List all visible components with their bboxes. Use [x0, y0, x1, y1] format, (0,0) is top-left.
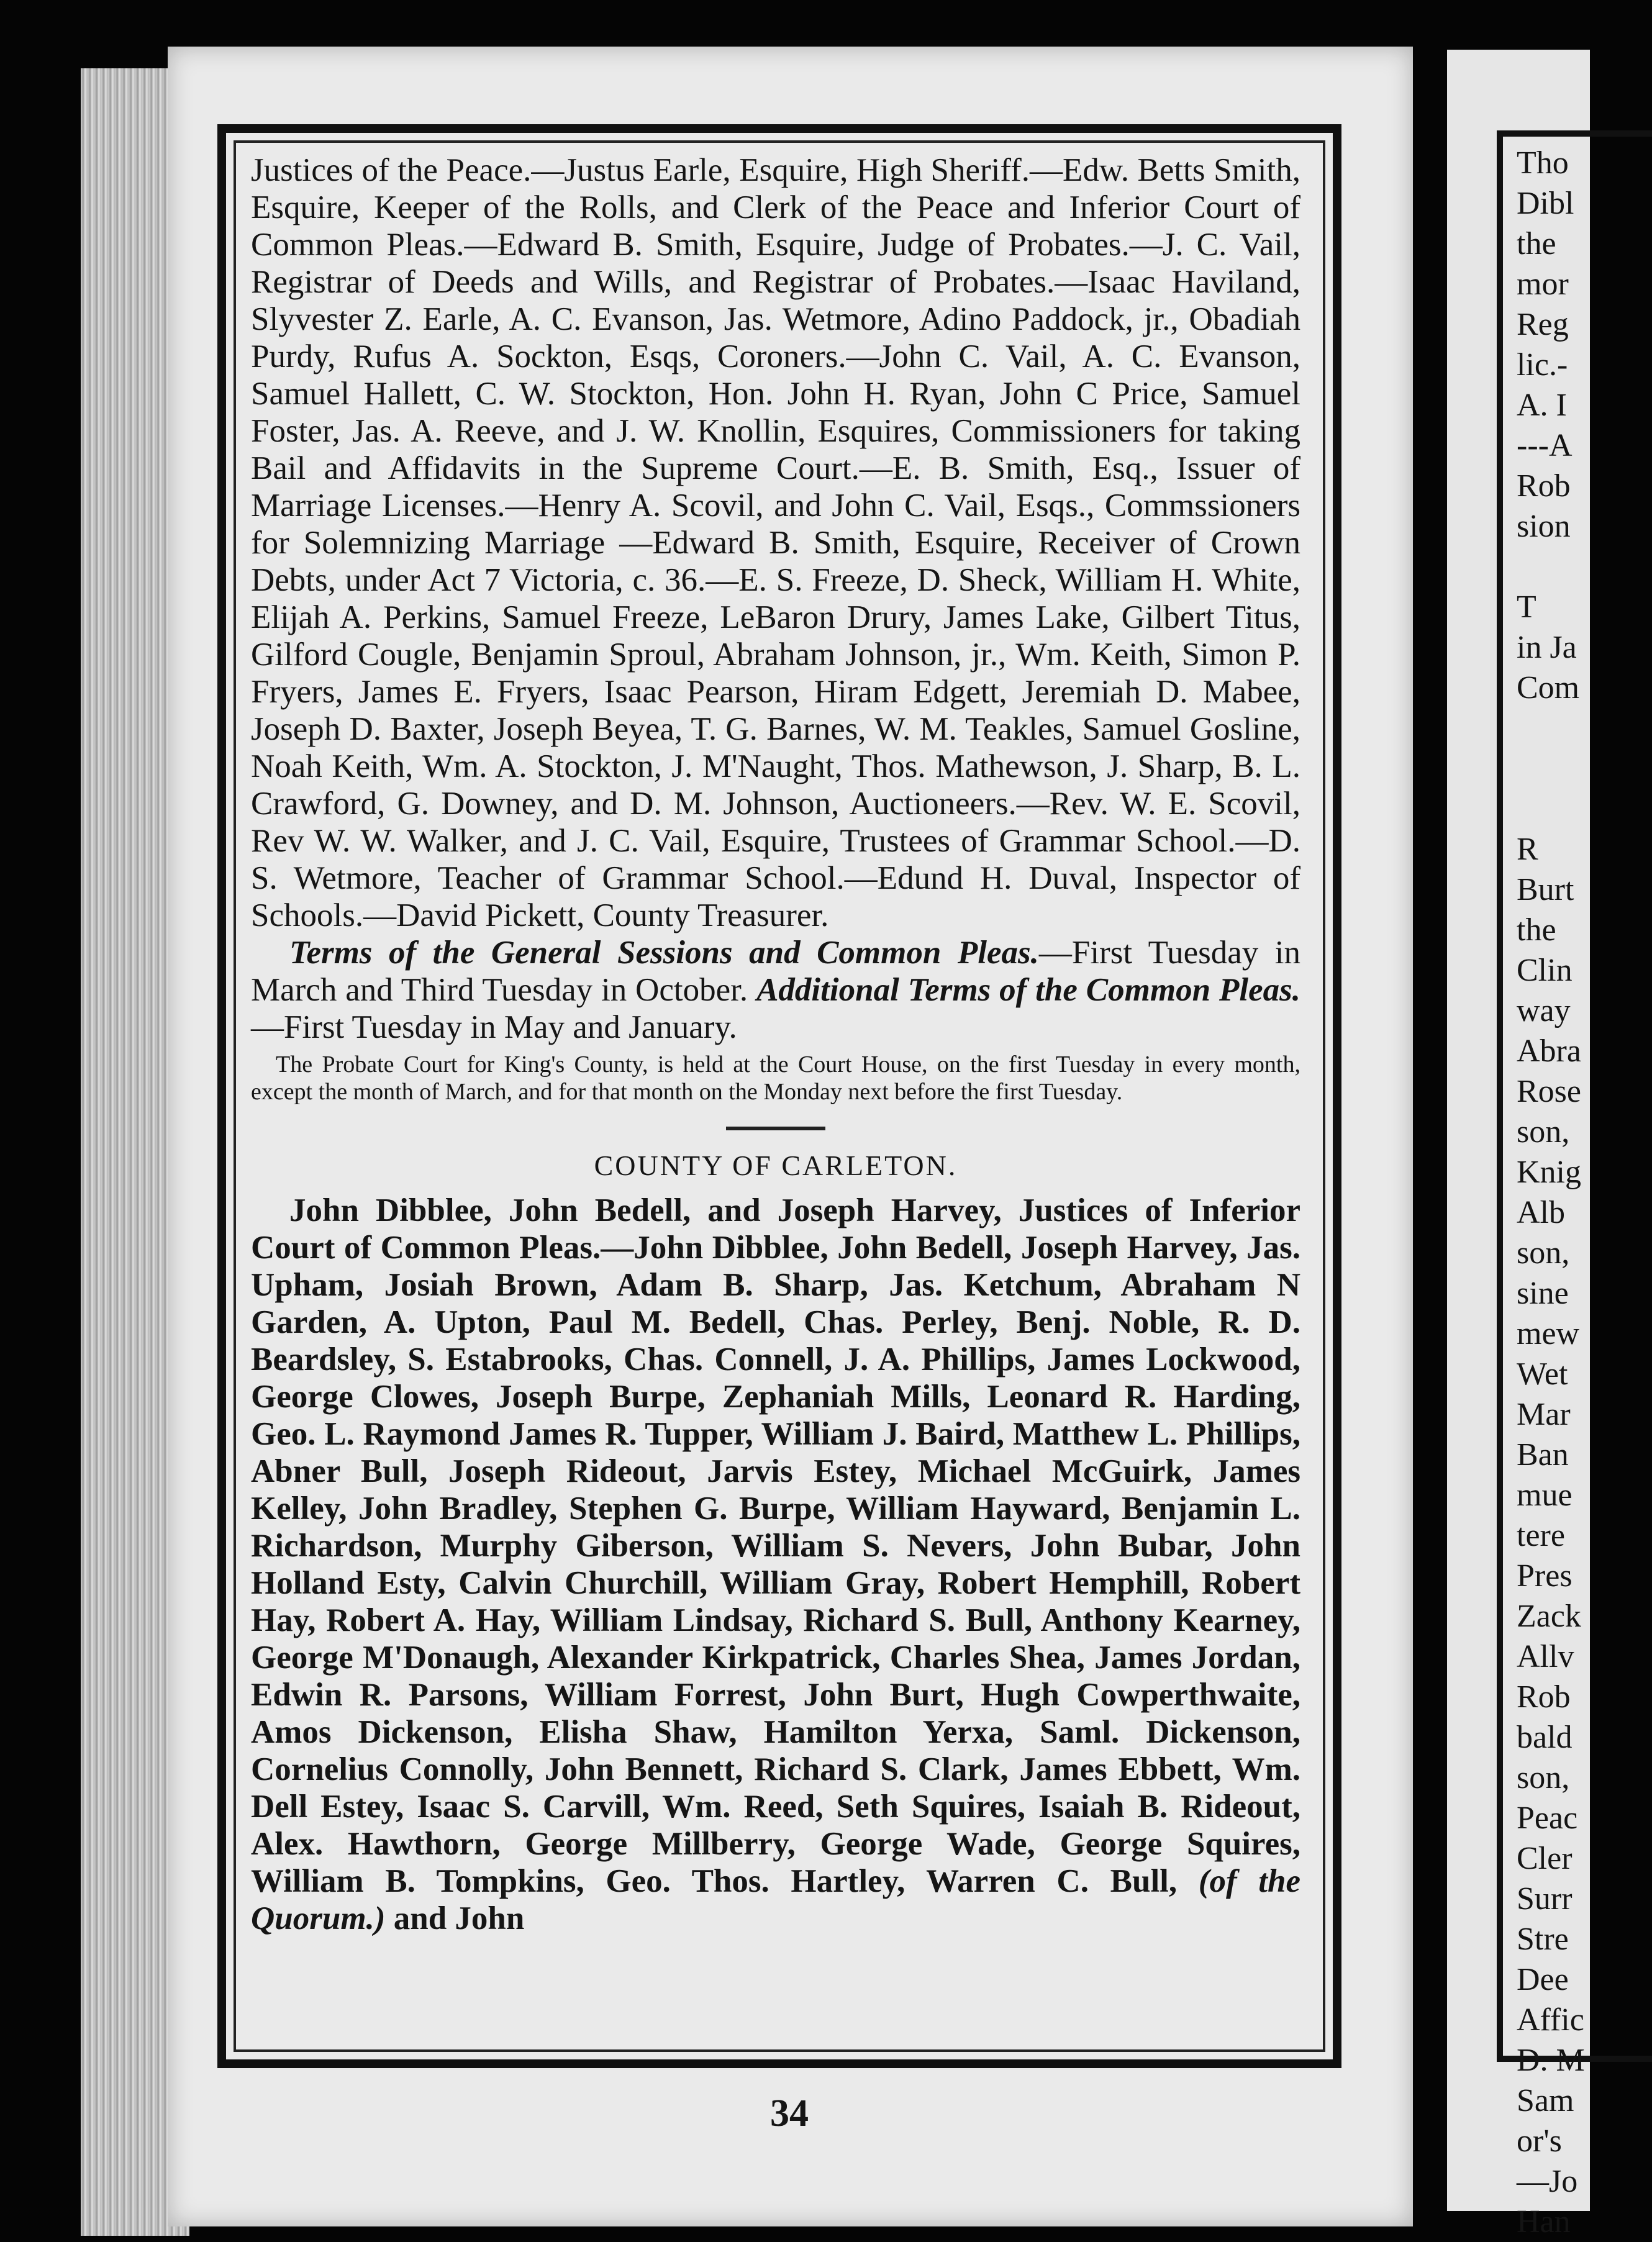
- county-heading: COUNTY OF CARLETON.: [594, 1150, 958, 1181]
- facing-page-line: Tho: [1517, 145, 1569, 181]
- carleton-officials-list: John Dibblee, John Bedell, and Joseph Harvey, Justices of Inferior Court of Common Pleas.—John Dibblee, John Bedell, Joseph Harvey, Jas. Upham, Josiah Brown, Adam B. Sharp, Jas. Ketchum, Abraham N Garden, A. Upton, Paul M. Bedell, Chas. Perley, Benj. Noble, R. D. Beardsley, S. Estabrooks, Chas. Connell, J. A. Phillips, James Lockwood, George Clowes, Joseph Burpe, Zephaniah Mills, Leonard R. Harding, Geo. L. Raymond James R. Tupper, William J. Baird, Matthew L. Phillips, Abner Bull, Joseph Rideout, Jarvis Estey, Michael McGuirk, James Kelley, John Bradley, Stephen G. Burpe, William Hayward, Benjamin L. Richardson, Murphy Giberson, William S. Nevers, John Bubar, John Holland Esty, Calvin Churchill, William Gray, Robert Hemphill, Robert Hay, Robert A. Hay, William Lindsay, Richard S. Bull, Anthony Kearney, George M'Donaugh, Alexander Kirkpatrick, Charles Shea, James Jordan, Edwin R. Parsons, William Forrest, John Burt, Hugh Cowperthwaite, Amos Dickenson, Elisha Shaw, Hamilton Yerxa, Saml. Dickenson, Cornelius Connolly, John Bennett, Richard S. Clark, James Ebbett, Wm. Dell Estey, Isaac S. Carvill, Wm. Reed, Seth Squires, Isaiah B. Rideout, Alex. Hawthorn, George Millberry, George Wade, George Squires, William B. Tompkins, Geo. Thos. Hartley, Warren C. Bull,: [251, 1192, 1300, 1899]
- page-text: [251, 152, 1300, 1937]
- facing-page-line: Rob: [1517, 468, 1571, 504]
- facing-page-line: way: [1517, 993, 1571, 1028]
- facing-page-text: [1517, 143, 1641, 2242]
- facing-page-line: in Ja: [1517, 630, 1577, 665]
- section-divider: [726, 1127, 825, 1130]
- court-terms: [251, 934, 1300, 1046]
- terms-heading-additional: Additional Terms of the Common Pleas.: [756, 972, 1300, 1008]
- probate-court-note: The Probate Court for King's County, is held at the Court House, on the first Tuesday in every month, except the month of March, and for that month on the Monday next before the first Tuesday.: [251, 1051, 1300, 1105]
- terms-heading-general-sessions: Terms of the General Sessions and Common Pleas.: [289, 935, 1039, 971]
- facing-page-line: Stre: [1517, 1922, 1569, 1957]
- facing-page-line: Sam: [1517, 2083, 1574, 2118]
- facing-page-frame: [1497, 130, 1652, 2240]
- facing-page-line: son,: [1517, 1235, 1570, 1271]
- facing-page-line: Cler: [1517, 1841, 1573, 1876]
- facing-page-line: sine: [1517, 1276, 1569, 1311]
- terms-dates-general-sessions: —First Tuesday in March and Third Tuesday in October.: [251, 935, 1300, 1008]
- facing-page-line: the: [1517, 912, 1556, 948]
- facing-page-line: Pres: [1517, 1558, 1573, 1594]
- facing-page-line: Abra: [1517, 1033, 1581, 1069]
- facing-page-line: sion: [1517, 509, 1571, 544]
- facing-page-line: mor: [1517, 266, 1569, 302]
- facing-page-fragment: [1447, 50, 1590, 2240]
- facing-page-line: R: [1517, 832, 1538, 867]
- facing-page-line: Knig: [1517, 1155, 1581, 1190]
- facing-page-line: son,: [1517, 1760, 1570, 1795]
- facing-page-line: Burt: [1517, 872, 1574, 907]
- facing-page-line: ---A: [1517, 428, 1573, 463]
- facing-page-line: Ban: [1517, 1437, 1569, 1473]
- facing-page-line: Clin: [1517, 953, 1573, 988]
- facing-page-line: the: [1517, 226, 1556, 261]
- facing-page-line: Dibl: [1517, 186, 1574, 221]
- carleton-county-officials: [251, 1192, 1300, 1937]
- facing-page-line: Wet: [1517, 1356, 1568, 1392]
- facing-page-line: Reg: [1517, 307, 1569, 342]
- facing-page-line: Han: [1517, 2204, 1571, 2240]
- facing-page-line: [1517, 547, 1641, 587]
- facing-page-line: [1517, 708, 1641, 748]
- carleton-officials-continued: and John: [385, 1900, 525, 1936]
- facing-page-line: tere: [1517, 1518, 1565, 1553]
- page-number: 34: [770, 2092, 809, 2135]
- facing-page-line: son,: [1517, 1114, 1570, 1150]
- facing-page-line: Affic: [1517, 2002, 1584, 2038]
- facing-page-line: lic.-: [1517, 347, 1568, 383]
- facing-page-line: Allv: [1517, 1639, 1574, 1674]
- facing-page-line: Rose: [1517, 1074, 1581, 1109]
- terms-dates-additional: —First Tuesday in May and January.: [251, 1009, 737, 1045]
- facing-page-line: bald: [1517, 1720, 1573, 1755]
- facing-page-line: T: [1517, 589, 1536, 625]
- facing-page-line: Mar: [1517, 1397, 1571, 1432]
- facing-page-line: mew: [1517, 1316, 1580, 1351]
- facing-page-line: Com: [1517, 670, 1580, 706]
- facing-page-line: Peac: [1517, 1800, 1578, 1836]
- facing-page-line: Dee: [1517, 1962, 1569, 1997]
- facing-page-line: or's: [1517, 2123, 1562, 2159]
- facing-page-line: D. M: [1517, 2043, 1585, 2078]
- quorum-note: (of the Quorum.): [251, 1863, 1300, 1936]
- text-frame: [217, 124, 1341, 2068]
- facing-page-line: Alb: [1517, 1195, 1565, 1230]
- facing-page-line: [1517, 789, 1641, 829]
- facing-page-line: Zack: [1517, 1599, 1581, 1634]
- kings-county-officials: Justices of the Peace.—Justus Earle, Esquire, High Sheriff.—Edw. Betts Smith, Esquire, Keeper of the Rolls, and Clerk of the Peace and Inferior Court of Common Pleas.—Edward B. Smith, Esquire, Judge of Probates.—J. C. Vail, Registrar of Deeds and Wills, and Registrar of Probates.—Isaac Haviland, Slyvester Z. Earle, A. C. Evanson, Jas. Wetmore, Adino Paddock, jr., Obadiah Purdy, Rufus A. Sockton, Esqs, Coroners.—John C. Vail, A. C. Evanson, Samuel Hallett, C. W. Stockton, Hon. John H. Ryan, John C Price, Samuel Foster, Jas. A. Reeve, and J. W. Knollin, Esquires, Commissioners for taking Bail and Affidavits in the Supreme Court.—E. B. Smith, Esq., Issuer of Marriage Licenses.—Henry A. Scovil, and John C. Vail, Esqs., Commssioners for Solemnizing Marriage —Edward B. Smith, Esquire, Receiver of Crown Debts, under Act 7 Victoria, c. 36.—E. S. Freeze, D. Sheck, William H. White, Elijah A. Perkins, Samuel Freeze, LeBaron Drury, James Lake, Gilbert Titus, Gilford Cougle, Benjamin Sproul, Abraham Johnson, jr., Wm. Keith, Simon P. Fryers, James E. Fryers, Isaac Pearson, Hiram Edgett, Jeremiah D. Mabee, Joseph D. Baxter, Joseph Beyea, T. G. Barnes, W. M. Teakles, Samuel Gosline, Noah Keith, Wm. A. Stockton, J. M'Naught, Thos. Mathewson, J. Sharp, B. L. Crawford, G. Downey, and D. M. Johnson, Auctioneers.—Rev. W. E. Scovil, Rev W. W. Walker, and J. C. Vail, Esquire, Trustees of Grammar School.—D. S. Wetmore, Teacher of Grammar School.—Edund H. Duval, Inspector of Schools.—David Pickett, County Treasurer.: [251, 152, 1300, 933]
- facing-page-line: —Jo: [1517, 2164, 1578, 2199]
- facing-page-line: A. I: [1517, 388, 1567, 423]
- facing-page-line: mue: [1517, 1477, 1573, 1513]
- facing-page-line: [1517, 748, 1641, 789]
- facing-page-line: Rob: [1517, 1679, 1571, 1715]
- facing-page-line: Surr: [1517, 1881, 1573, 1917]
